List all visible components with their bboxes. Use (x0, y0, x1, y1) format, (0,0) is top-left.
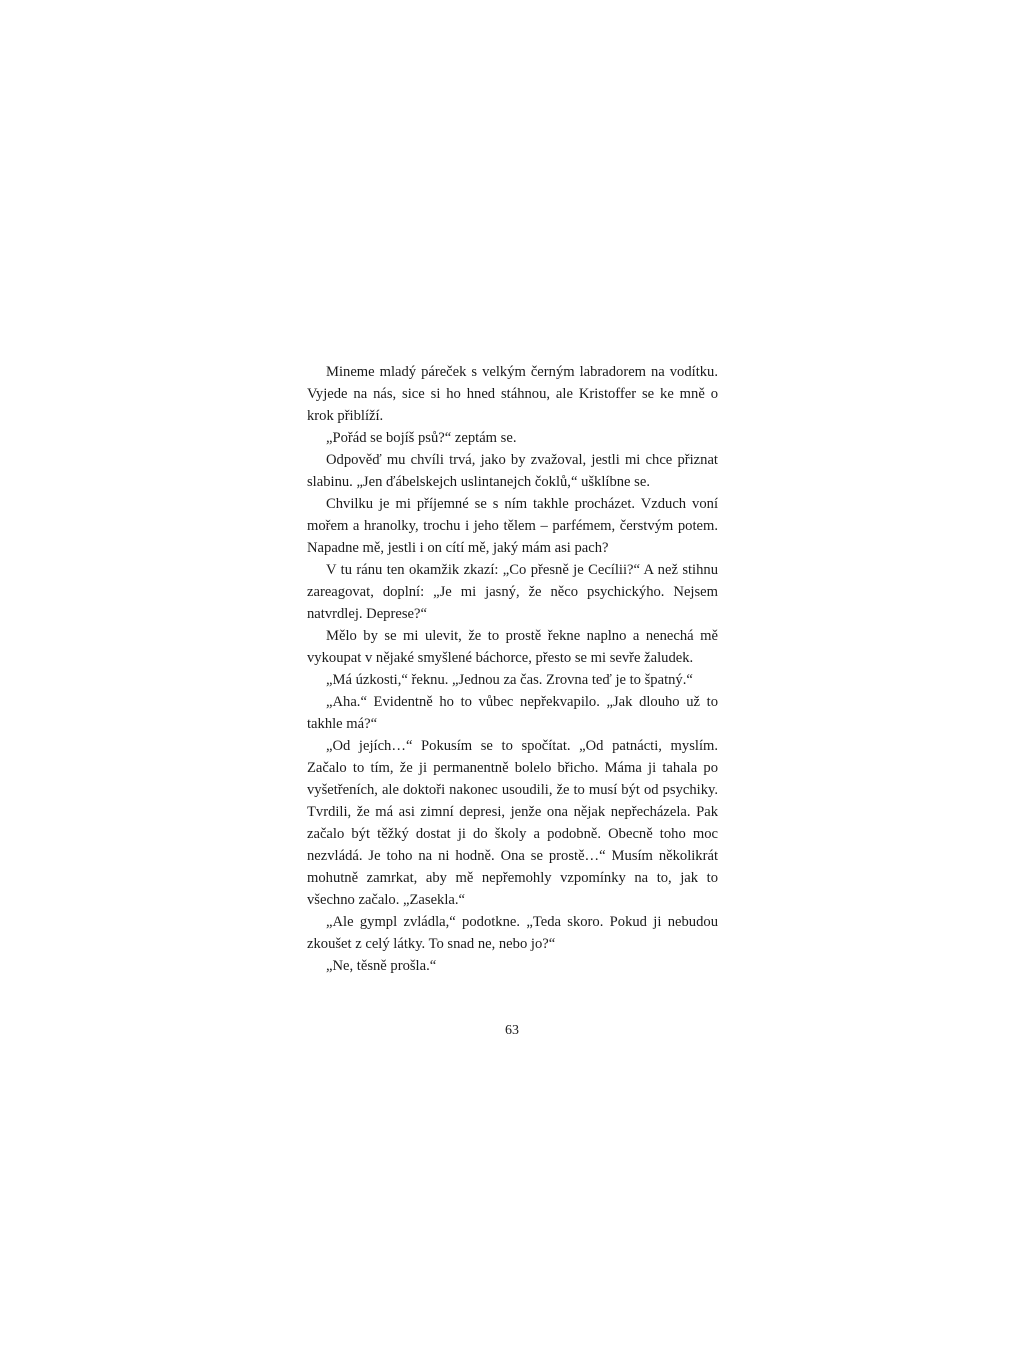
paragraph: „Má úzkosti,“ řeknu. „Jednou za čas. Zrovna teď je to špatný.“ (326, 672, 693, 688)
paragraph: „Ne, těsně prošla.“ (326, 958, 437, 974)
paragraph: Mělo by se mi ulevit, že to prostě řekne naplno a nenechá mě vykoupat v nějaké smyšlené báchorce, přesto se mi sevře žaludek. (307, 628, 718, 666)
paragraph: „Pořád se bojíš psů?“ zeptám se. (326, 430, 517, 446)
paragraph: „Od jejích…“ Pokusím se to spočítat. „Od patnácti, myslím. Začalo to tím, že ji permanentně bolelo břicho. Máma ji tahala po vyšetřeních, ale doktoři nakonec usoudili, že to musí být od psychiky. Tvrdili, že má asi zimní depresi, jenže ona nějak nepřecházela. Pak začalo být těžký dostat ji do školy a podobně. Obecně toho moc nezvládá. Je toho na ni hodně. Ona se prostě…“ Musím několikrát mohutně zamrkat, aby mě nepřemohly vzpomínky na to, jak to všechno začalo. „Zasekla.“ (307, 738, 718, 908)
paragraph: Chvilku je mi příjemné se s ním takhle procházet. Vzduch voní mořem a hranolky, trochu i jeho tělem – parfémem, čerstvým potem. Napadne mě, jestli i on cítí mě, jaký mám asi pach? (307, 496, 718, 556)
body-text (307, 361, 718, 977)
paragraph: Odpověď mu chvíli trvá, jako by zvažoval, jestli mi chce přiznat slabinu. „Jen ďábelskejch uslintanejch čoklů,“ ušklíbne se. (307, 452, 718, 490)
page-number: 63 (505, 1023, 519, 1038)
paragraph: „Ale gympl zvládla,“ podotkne. „Teda skoro. Pokud ji nebudou zkoušet z celý látky. To snad ne, nebo jo?“ (307, 914, 718, 952)
paragraph: Mineme mladý páreček s velkým černým labradorem na vodítku. Vyjede na nás, sice si ho hned stáhnou, ale Kristoffer se ke mně o krok přiblíží. (307, 364, 718, 424)
paragraph: „Aha.“ Evidentně ho to vůbec nepřekvapilo. „Jak dlouho už to takhle má?“ (307, 694, 718, 732)
paragraph: V tu ránu ten okamžik zkazí: „Co přesně je Cecílii?“ A než stihnu zareagovat, doplní: „Je mi jasný, že něco psychickýho. Nejsem natvrdlej. Deprese?“ (307, 562, 718, 622)
